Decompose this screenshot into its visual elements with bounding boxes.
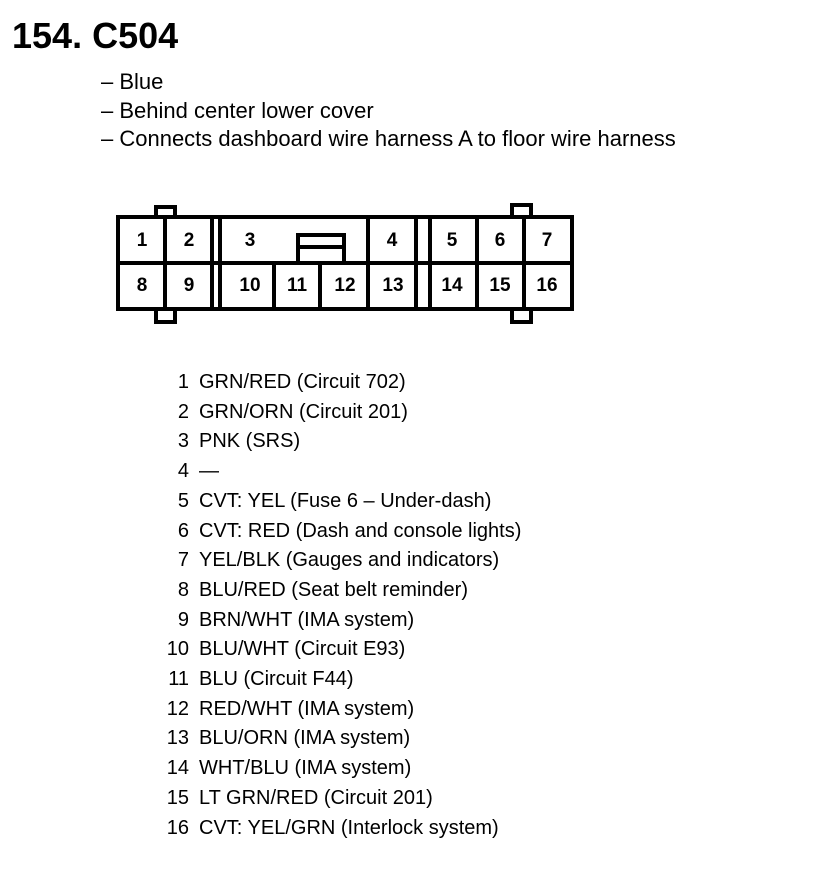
pin-label-8: 8 — [136, 275, 148, 296]
pin-number: 5 — [177, 489, 189, 512]
description-location: – Behind center lower cover — [101, 97, 374, 123]
pin-label-6: 6 — [494, 230, 506, 251]
pin-row — [160, 546, 521, 576]
connector-id: C504 — [92, 15, 179, 56]
pin-description: LT GRN/RED (Circuit 201) — [199, 786, 433, 809]
pin-label-16: 16 — [536, 275, 558, 296]
pin-description: CVT: YEL (Fuse 6 – Under-dash) — [199, 489, 492, 512]
pin-label-9: 9 — [183, 275, 195, 296]
pin-number: 16 — [166, 816, 189, 839]
page-title — [12, 14, 178, 58]
pin-assignment-list — [160, 368, 521, 843]
pin-description: CVT: YEL/GRN (Interlock system) — [199, 816, 499, 839]
pin-description: BLU/ORN (IMA system) — [199, 727, 411, 750]
pin-number: 2 — [177, 400, 189, 423]
pin-description: CVT: RED (Dash and console lights) — [199, 519, 522, 542]
connector-number: 154. — [12, 15, 83, 56]
pin-number: 3 — [177, 430, 189, 453]
pin-label-3: 3 — [244, 230, 256, 251]
pin-label-12: 12 — [334, 275, 356, 296]
pin-number: 1 — [177, 371, 189, 393]
pin-row — [160, 576, 521, 606]
pin-description: BRN/WHT (IMA system) — [199, 608, 415, 631]
pin-number: 9 — [177, 608, 189, 631]
pin-description: RED/WHT (IMA system) — [199, 697, 415, 720]
pin-label-14: 14 — [441, 275, 463, 296]
pin-number: 7 — [177, 549, 189, 572]
pin-label-7: 7 — [541, 230, 553, 251]
pin-number: 15 — [166, 786, 189, 809]
pin-row — [160, 487, 521, 517]
pin-row — [160, 368, 521, 398]
pin-row — [160, 814, 521, 844]
pin-row — [160, 427, 521, 457]
pin-number: 10 — [166, 638, 189, 661]
pin-number: 14 — [166, 757, 189, 780]
pin-row — [160, 457, 521, 487]
pin-label-10: 10 — [239, 275, 261, 296]
pin-row — [160, 517, 521, 547]
connector-description — [101, 68, 676, 154]
pin-label-15: 15 — [489, 275, 511, 296]
pin-row — [160, 784, 521, 814]
pin-row — [160, 606, 521, 636]
pin-description: YEL/BLK (Gauges and indicators) — [199, 549, 500, 572]
connector-diagram — [112, 200, 582, 330]
pin-description: PNK (SRS) — [199, 430, 301, 453]
pin-row — [160, 754, 521, 784]
pin-number: 12 — [166, 697, 189, 720]
description-connects: – Connects dashboard wire harness A to floor wire harness — [101, 126, 676, 151]
pin-description: GRN/ORN (Circuit 201) — [199, 400, 408, 423]
pin-label-2: 2 — [183, 230, 195, 251]
pin-row — [160, 635, 521, 665]
pin-row — [160, 398, 521, 428]
pin-row — [160, 665, 521, 695]
pin-description: BLU/WHT (Circuit E93) — [199, 638, 406, 661]
pin-row — [160, 695, 521, 725]
pin-label-5: 5 — [446, 230, 458, 251]
pin-label-13: 13 — [382, 275, 404, 296]
pin-label-1: 1 — [136, 230, 148, 251]
pin-description: WHT/BLU (IMA system) — [199, 757, 412, 780]
pin-row — [160, 724, 521, 754]
pin-number: 11 — [168, 668, 189, 691]
keyway-slot — [298, 235, 344, 263]
pin-label-4: 4 — [386, 230, 398, 251]
pin-number: 4 — [177, 460, 189, 483]
pin-description: — — [199, 460, 219, 483]
pin-number: 8 — [177, 578, 189, 601]
pin-description: BLU/RED (Seat belt reminder) — [199, 578, 468, 601]
pin-number: 13 — [166, 727, 189, 750]
pin-description: BLU (Circuit F44) — [199, 668, 354, 691]
pin-description: GRN/RED (Circuit 702) — [199, 371, 406, 393]
pin-number: 6 — [177, 519, 189, 542]
description-color: – Blue — [101, 69, 164, 94]
pin-label-11: 11 — [286, 275, 308, 296]
